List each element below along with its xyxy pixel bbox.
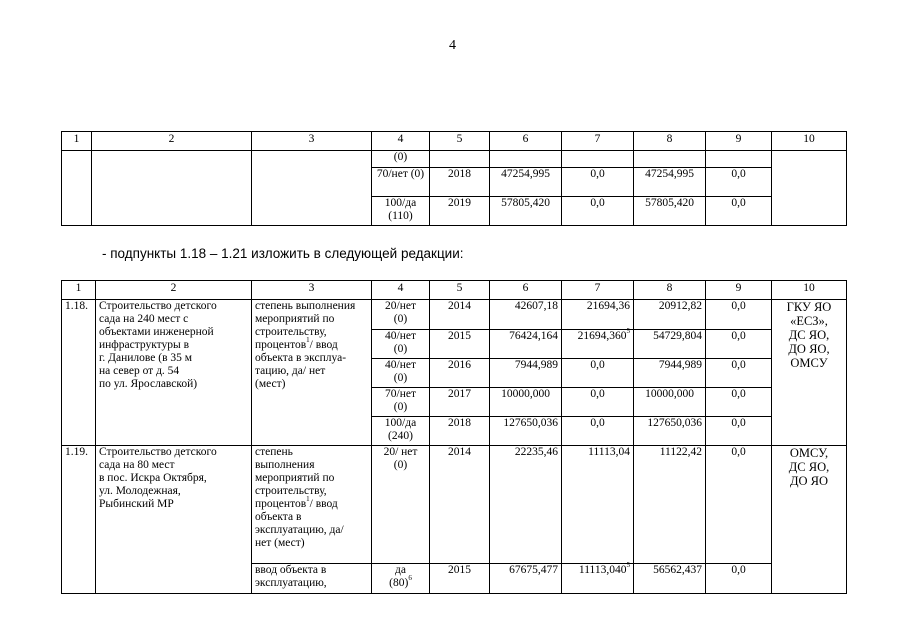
col-header: 7	[562, 132, 634, 151]
cell-regional: 57805,420	[634, 197, 706, 226]
indicator-text: / ввод	[309, 498, 338, 510]
cell-value: 20/ нет (0)	[372, 446, 430, 564]
cell-regional: 56562,437	[634, 564, 706, 594]
cell-value: (0)	[372, 151, 430, 168]
col-header: 10	[772, 281, 847, 300]
cell-regional: 20912,82	[634, 300, 706, 330]
cell-regional: 47254,995	[634, 168, 706, 197]
cell-executors: ГКУ ЯО «ЕСЗ», ДС ЯО, ДО ЯО, ОМСУ	[772, 300, 847, 446]
cell-total: 76424,164	[490, 330, 562, 359]
col-header: 6	[490, 281, 562, 300]
name-line: сада на 80 мест	[99, 459, 175, 471]
cell-federal: 0,0	[562, 388, 634, 417]
col-header: 8	[634, 132, 706, 151]
cell-year: 2018	[430, 168, 490, 197]
name-line: объектами инженерной	[99, 326, 214, 338]
indicator-line: эксплуатацию, да/	[255, 524, 344, 536]
cell-indicator	[252, 151, 372, 226]
cell-regional: 10000,000	[634, 388, 706, 417]
cell-local: 0,0	[706, 197, 772, 226]
indicator-text: процентов	[255, 498, 307, 510]
cell-year: 2015	[430, 330, 490, 359]
name-line: Рыбинский МР	[99, 498, 174, 510]
indicator-line: (мест)	[255, 378, 286, 390]
col-header: 1	[62, 281, 96, 300]
name-line: г. Данилове (в 35 м	[99, 352, 193, 364]
cell-year: 2018	[430, 417, 490, 446]
indicator-line: ввод объекта в	[255, 564, 327, 576]
cell-year: 2016	[430, 359, 490, 388]
footnote-mark: 1	[306, 336, 310, 345]
cell-local: 0,0	[706, 388, 772, 417]
name-line: ул. Молодежная,	[99, 485, 181, 497]
cell-name	[92, 151, 252, 226]
cell-local	[706, 151, 772, 168]
col-header: 7	[562, 281, 634, 300]
footnote-mark: 5	[626, 327, 630, 336]
indicator-line: эксплуатацию,	[255, 577, 327, 589]
cell-federal	[562, 151, 634, 168]
cell-num: 1.18.	[62, 300, 96, 446]
col-header: 9	[706, 132, 772, 151]
cell-federal: 11113,040$^5$	[562, 564, 634, 594]
name-line: по ул. Ярославской)	[99, 378, 198, 390]
col-header: 6	[490, 132, 562, 151]
col-header: 3	[252, 132, 372, 151]
cell-total: 127650,036	[490, 417, 562, 446]
cell-regional	[634, 151, 706, 168]
cell-executors: ОМСУ, ДС ЯО, ДО ЯО	[772, 446, 847, 594]
cell-total: 7944,989	[490, 359, 562, 388]
cell-indicator	[252, 446, 372, 564]
cell-value: 100/да (240)	[372, 417, 430, 446]
indicator-line: выполнения	[255, 459, 315, 471]
cell-federal: 0,0	[562, 197, 634, 226]
indicator-line: мероприятий по	[255, 472, 335, 484]
cell-indicator	[252, 300, 372, 446]
cell-name	[96, 446, 252, 594]
col-header: 2	[96, 281, 252, 300]
cell-local: 0,0	[706, 417, 772, 446]
cell-year: 2017	[430, 388, 490, 417]
cell-year: 2019	[430, 197, 490, 226]
name-line: Строительство детского	[99, 300, 217, 312]
name-line: инфраструктуры в	[99, 339, 190, 351]
cell-total: 22235,46	[490, 446, 562, 564]
cell-executors	[772, 151, 847, 226]
cell-federal: 11113,04	[562, 446, 634, 564]
cell-regional: 7944,989	[634, 359, 706, 388]
col-header: 5	[430, 281, 490, 300]
cell-name	[96, 300, 252, 446]
cell-regional: 54729,804	[634, 330, 706, 359]
indicator-line: строительству,	[255, 485, 327, 497]
instruction-text: - подпункты 1.18 – 1.21 изложить в следующей редакции:	[102, 246, 464, 261]
cell-total: 10000,000	[490, 388, 562, 417]
cell-value: 70/нет (0)	[372, 168, 430, 197]
footnote-mark: 5	[626, 561, 630, 570]
cell-year: 2014	[430, 300, 490, 330]
table-row	[62, 151, 847, 168]
cell-total: 57805,420	[490, 197, 562, 226]
cell-federal: 21694,36	[562, 300, 634, 330]
cell-value: 100/да (110)	[372, 197, 430, 226]
page-number: 4	[449, 38, 456, 53]
name-line: сада на 240 мест с	[99, 313, 189, 325]
cell-num	[62, 151, 92, 226]
cell-local: 0,0	[706, 359, 772, 388]
cell-indicator	[252, 564, 372, 594]
table-row	[62, 446, 847, 564]
col-header: 8	[634, 281, 706, 300]
table-header-row	[62, 281, 847, 300]
table-main	[61, 280, 847, 594]
table-header-row	[62, 132, 847, 151]
footnote-mark: 1	[306, 495, 310, 504]
cell-federal: 0,0	[562, 359, 634, 388]
cell-local: 0,0	[706, 446, 772, 564]
cell-local: 0,0	[706, 330, 772, 359]
cell-num: 1.19.	[62, 446, 96, 594]
col-header: 5	[430, 132, 490, 151]
cell-federal: 21694,360$^5$	[562, 330, 634, 359]
cell-federal: 0,0	[562, 168, 634, 197]
cell-value: да $(80)^6$	[372, 564, 430, 594]
col-header: 10	[772, 132, 847, 151]
cell-regional: 11122,42	[634, 446, 706, 564]
col-header: 1	[62, 132, 92, 151]
table-continuation	[61, 131, 847, 226]
cell-regional: 127650,036	[634, 417, 706, 446]
cell-year: 2014	[430, 446, 490, 564]
indicator-text: / ввод	[309, 339, 338, 351]
cell-total: 67675,477	[490, 564, 562, 594]
cell-value: 40/нет (0)	[372, 330, 430, 359]
table-row	[62, 300, 847, 330]
indicator-line: степень выполнения	[255, 300, 356, 312]
cell-local: 0,0	[706, 564, 772, 594]
col-header: 4	[372, 281, 430, 300]
indicator-line: степень	[255, 446, 293, 458]
indicator-line: объекта в эксплуа-	[255, 352, 347, 364]
col-header: 2	[92, 132, 252, 151]
cell-value: 70/нет (0)	[372, 388, 430, 417]
cell-local: 0,0	[706, 300, 772, 330]
indicator-line: нет (мест)	[255, 537, 305, 549]
name-line: Строительство детского	[99, 446, 217, 458]
col-header: 4	[372, 132, 430, 151]
cell-federal: 0,0	[562, 417, 634, 446]
cell-total: 47254,995	[490, 168, 562, 197]
indicator-text: процентов	[255, 339, 307, 351]
indicator-line: мерoприятий по	[255, 313, 335, 325]
name-line: на север от д. 54	[99, 365, 180, 377]
col-header: 9	[706, 281, 772, 300]
indicator-line: строительству,	[255, 326, 327, 338]
col-header: 3	[252, 281, 372, 300]
indicator-line	[255, 336, 368, 352]
cell-local: 0,0	[706, 168, 772, 197]
indicator-line: тацию, да/ нет	[255, 365, 326, 377]
name-line: в пос. Искра Октября,	[99, 472, 207, 484]
cell-total	[490, 151, 562, 168]
cell-value: 20/нет (0)	[372, 300, 430, 330]
cell-year	[430, 151, 490, 168]
cell-total: 42607,18	[490, 300, 562, 330]
footnote-mark: 6	[408, 574, 412, 583]
indicator-line	[255, 495, 368, 511]
indicator-line: объекта в	[255, 511, 302, 523]
cell-year: 2015	[430, 564, 490, 594]
cell-value: 40/нет (0)	[372, 359, 430, 388]
